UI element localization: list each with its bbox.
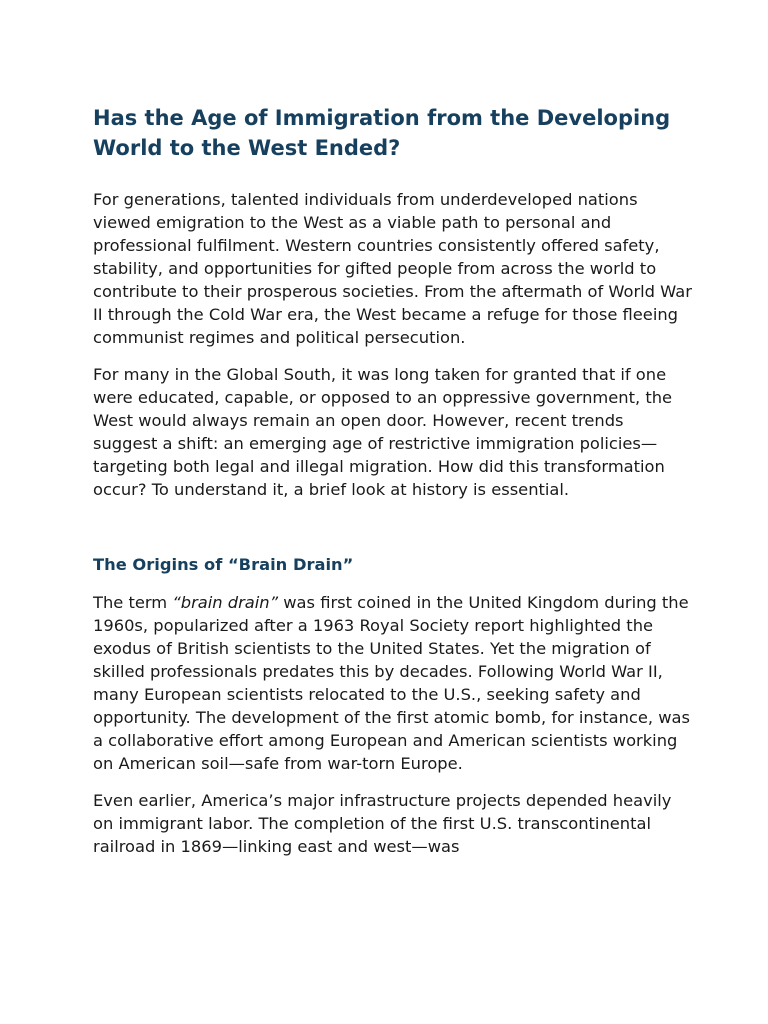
paragraph-body: was first coined in the United Kingdom during the 1960s, popularized after a 1963 Royal Society report highlighted the exodus of British scientists to the United States. Yet the migration of skilled professionals predates this by decades. Following World War II, many European scientists relocated to the U.S., seeking safety and opportunity. The development of the first atomic bomb, for instance, was a collaborative effort among European and American scientists working on American soil—safe from war-torn Europe. (93, 593, 690, 773)
section-paragraph-1 (93, 591, 692, 775)
section-paragraph-2: Even earlier, America’s major infrastructure projects depended heavily on immigrant labor. The completion of the first U.S. transcontinental railroad in 1869—linking east and west—was (93, 791, 672, 856)
intro-paragraph-1: For generations, talented individuals from underdeveloped nations viewed emigration to the West as a viable path to personal and professional fulfilment. Western countries consistently offered safety, stability, and opportunities for gifted people from across the world to contribute to their prosperous societies. From the aftermath of World War II through the Cold War era, the West became a refuge for those fleeing communist regimes and political persecution. (93, 190, 692, 347)
section-heading: The Origins of “Brain Drain” (93, 555, 354, 574)
paragraph-prefix: The term (93, 593, 173, 612)
brain-drain-term: “brain drain” (172, 593, 279, 612)
intro-paragraph-2: For many in the Global South, it was long taken for granted that if one were educated, capable, or opposed to an oppressive government, the West would always remain an open door. However, recent trends suggest a shift: an emerging age of restrictive immigration policies—targeting both legal and illegal migration. How did this transformation occur? To understand it, a brief look at history is essential. (93, 365, 673, 499)
document-title: Has the Age of Immigration from the Developing World to the West Ended? (93, 106, 671, 160)
